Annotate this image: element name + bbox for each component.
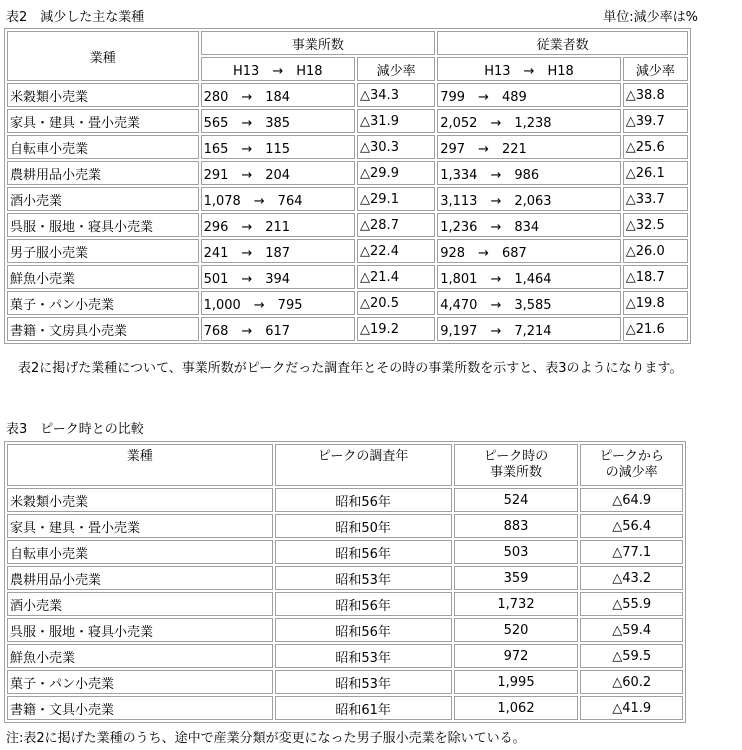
employees-change-cell: 3,113 → 2,063 xyxy=(437,187,621,211)
decline-rate-cell: △56.4 xyxy=(580,514,683,538)
table-row xyxy=(7,187,688,211)
industry-cell: 書籍・文房具小売業 xyxy=(7,317,199,341)
employees-rate-cell: △26.0 xyxy=(623,239,688,263)
table-row xyxy=(7,135,688,159)
table-row xyxy=(7,618,683,642)
header-decline-rate-line1: ピークから xyxy=(599,449,664,464)
table-row xyxy=(7,696,683,720)
footnote: 注:表2に掲げた業種のうち、途中で産業分類が変更になった男子服小売業を除いている。 xyxy=(6,731,526,746)
table-row xyxy=(7,161,688,185)
table2 xyxy=(4,28,691,344)
employees-change-cell: 1,236 → 834 xyxy=(437,213,621,237)
industry-cell: 農耕用品小売業 xyxy=(7,566,273,590)
industry-cell: 自転車小売業 xyxy=(7,135,199,159)
table-row xyxy=(7,291,688,315)
employees-rate-cell: △18.7 xyxy=(623,265,688,289)
employees-rate-cell: △25.6 xyxy=(623,135,688,159)
table-row xyxy=(7,540,683,564)
table-row xyxy=(7,488,683,512)
industry-cell: 酒小売業 xyxy=(7,187,199,211)
table-row xyxy=(7,670,683,694)
establishments-rate-cell: △20.5 xyxy=(357,291,435,315)
header-establishments: 事業所数 xyxy=(201,31,436,55)
decline-rate-cell: △60.2 xyxy=(580,670,683,694)
header-decline-rate xyxy=(580,444,683,486)
establishments-change-cell: 280 → 184 xyxy=(201,83,355,107)
peak-count-cell: 883 xyxy=(454,514,579,538)
establishments-rate-cell: △31.9 xyxy=(357,109,435,133)
industry-cell: 男子服小売業 xyxy=(7,239,199,263)
industry-cell: 呉服・服地・寝具小売業 xyxy=(7,213,199,237)
peak-year-cell: 昭和50年 xyxy=(275,514,452,538)
establishments-rate-cell: △28.7 xyxy=(357,213,435,237)
employees-change-cell: 799 → 489 xyxy=(437,83,621,107)
establishments-change-cell: 165 → 115 xyxy=(201,135,355,159)
employees-change-cell: 297 → 221 xyxy=(437,135,621,159)
establishments-rate-cell: △22.4 xyxy=(357,239,435,263)
industry-cell: 酒小売業 xyxy=(7,592,273,616)
table-row xyxy=(7,566,683,590)
header-peak-establishments-line1: ピーク時の xyxy=(483,449,549,464)
establishments-rate-cell: △29.9 xyxy=(357,161,435,185)
industry-cell: 呉服・服地・寝具小売業 xyxy=(7,618,273,642)
industry-cell: 菓子・パン小売業 xyxy=(7,670,273,694)
peak-count-cell: 524 xyxy=(454,488,579,512)
decline-rate-cell: △41.9 xyxy=(580,696,683,720)
employees-change-cell: 4,470 → 3,585 xyxy=(437,291,621,315)
header-decline-rate-line2: の減少率 xyxy=(605,465,658,480)
decline-rate-cell: △55.9 xyxy=(580,592,683,616)
table-row xyxy=(7,213,688,237)
establishments-change-cell: 241 → 187 xyxy=(201,239,355,263)
table2-caption: 表2 減少した主な業種 xyxy=(6,10,145,25)
peak-year-cell: 昭和56年 xyxy=(275,540,452,564)
employees-change-cell: 928 → 687 xyxy=(437,239,621,263)
table-row xyxy=(7,239,688,263)
table-row xyxy=(7,592,683,616)
industry-cell: 菓子・パン小売業 xyxy=(7,291,199,315)
explanation-paragraph: 表2に掲げた業種について、事業所数がピークだった調査年とその時の事業所数を示すと、表3のようになります。 xyxy=(18,361,683,376)
table3-caption: 表3 ピーク時との比較 xyxy=(6,422,144,437)
employees-rate-cell: △38.8 xyxy=(623,83,688,107)
establishments-change-cell: 501 → 394 xyxy=(201,265,355,289)
table3 xyxy=(4,441,686,723)
header-employees: 従業者数 xyxy=(437,31,688,55)
table-row xyxy=(7,514,683,538)
establishments-change-cell: 565 → 385 xyxy=(201,109,355,133)
employees-rate-cell: △26.1 xyxy=(623,161,688,185)
establishments-change-cell: 296 → 211 xyxy=(201,213,355,237)
industry-cell: 家具・建具・畳小売業 xyxy=(7,109,199,133)
industry-cell: 家具・建具・畳小売業 xyxy=(7,514,273,538)
establishments-rate-cell: △34.3 xyxy=(357,83,435,107)
employees-change-cell: 1,801 → 1,464 xyxy=(437,265,621,289)
establishments-change-cell: 1,078 → 764 xyxy=(201,187,355,211)
industry-cell: 米穀類小売業 xyxy=(7,83,199,107)
peak-count-cell: 503 xyxy=(454,540,579,564)
establishments-change-cell: 768 → 617 xyxy=(201,317,355,341)
table2-unit-note: 単位:減少率は% xyxy=(603,10,698,25)
header-estab-period: H13 → H18 xyxy=(201,57,355,81)
peak-count-cell: 359 xyxy=(454,566,579,590)
table-row xyxy=(7,83,688,107)
peak-year-cell: 昭和53年 xyxy=(275,670,452,694)
decline-rate-cell: △77.1 xyxy=(580,540,683,564)
table-row xyxy=(7,644,683,668)
employees-rate-cell: △33.7 xyxy=(623,187,688,211)
peak-year-cell: 昭和56年 xyxy=(275,488,452,512)
header-estab-rate: 減少率 xyxy=(357,57,435,81)
table-row xyxy=(7,265,688,289)
peak-count-cell: 520 xyxy=(454,618,579,642)
peak-year-cell: 昭和56年 xyxy=(275,618,452,642)
peak-year-cell: 昭和61年 xyxy=(275,696,452,720)
peak-year-cell: 昭和53年 xyxy=(275,566,452,590)
header-peak-year: ピークの調査年 xyxy=(275,444,452,486)
header-emp-period: H13 → H18 xyxy=(437,57,621,81)
employees-change-cell: 9,197 → 7,214 xyxy=(437,317,621,341)
peak-year-cell: 昭和56年 xyxy=(275,592,452,616)
establishments-rate-cell: △19.2 xyxy=(357,317,435,341)
establishments-rate-cell: △30.3 xyxy=(357,135,435,159)
industry-cell: 米穀類小売業 xyxy=(7,488,273,512)
peak-count-cell: 1,732 xyxy=(454,592,579,616)
employees-rate-cell: △39.7 xyxy=(623,109,688,133)
header-emp-rate: 減少率 xyxy=(623,57,688,81)
header-industry: 業種 xyxy=(7,31,199,81)
header-industry: 業種 xyxy=(7,444,273,486)
header-peak-establishments-line2: 事業所数 xyxy=(489,465,542,480)
industry-cell: 自転車小売業 xyxy=(7,540,273,564)
peak-count-cell: 1,062 xyxy=(454,696,579,720)
peak-year-cell: 昭和53年 xyxy=(275,644,452,668)
establishments-rate-cell: △29.1 xyxy=(357,187,435,211)
table-row xyxy=(7,109,688,133)
industry-cell: 鮮魚小売業 xyxy=(7,265,199,289)
industry-cell: 鮮魚小売業 xyxy=(7,644,273,668)
header-peak-establishments xyxy=(454,444,579,486)
employees-rate-cell: △32.5 xyxy=(623,213,688,237)
table-row xyxy=(7,317,688,341)
peak-count-cell: 1,995 xyxy=(454,670,579,694)
employees-rate-cell: △21.6 xyxy=(623,317,688,341)
industry-cell: 書籍・文具小売業 xyxy=(7,696,273,720)
employees-change-cell: 2,052 → 1,238 xyxy=(437,109,621,133)
employees-change-cell: 1,334 → 986 xyxy=(437,161,621,185)
peak-count-cell: 972 xyxy=(454,644,579,668)
employees-rate-cell: △19.8 xyxy=(623,291,688,315)
establishments-change-cell: 1,000 → 795 xyxy=(201,291,355,315)
decline-rate-cell: △59.4 xyxy=(580,618,683,642)
decline-rate-cell: △43.2 xyxy=(580,566,683,590)
establishments-change-cell: 291 → 204 xyxy=(201,161,355,185)
decline-rate-cell: △59.5 xyxy=(580,644,683,668)
decline-rate-cell: △64.9 xyxy=(580,488,683,512)
industry-cell: 農耕用品小売業 xyxy=(7,161,199,185)
establishments-rate-cell: △21.4 xyxy=(357,265,435,289)
